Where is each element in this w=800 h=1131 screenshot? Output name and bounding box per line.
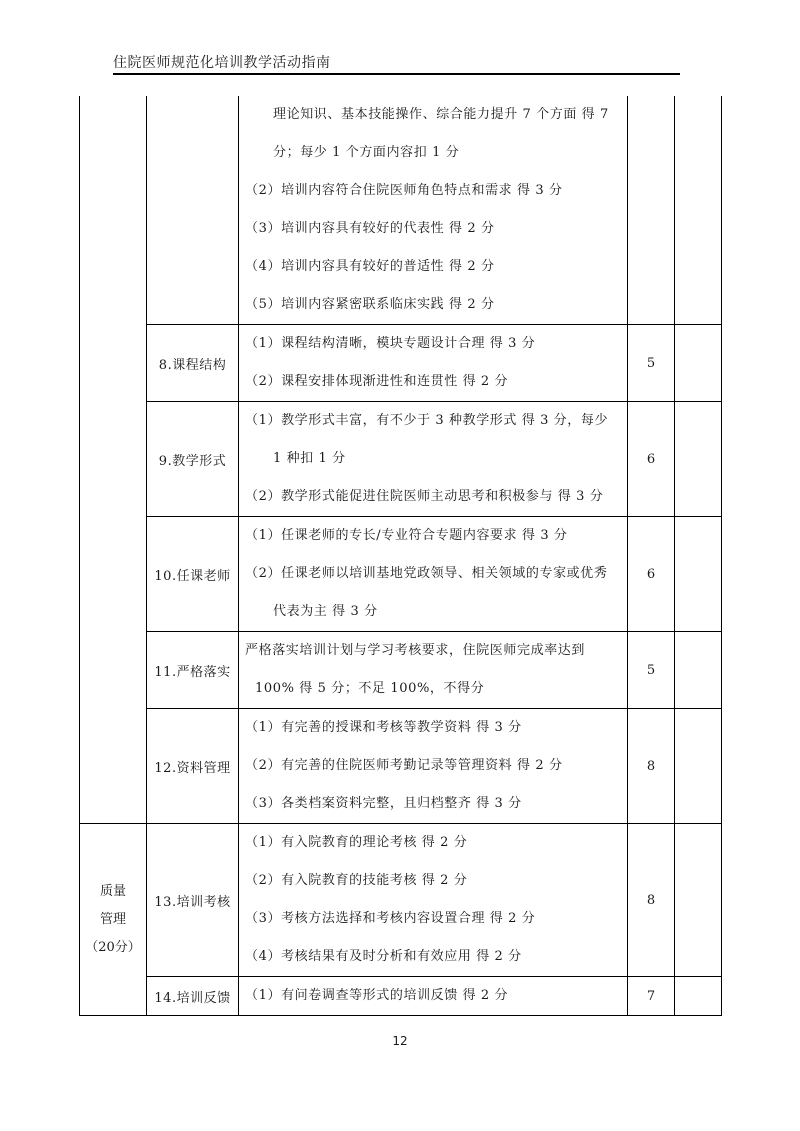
- criteria-line: （1）教学形式丰富，有不少于 3 种教学形式 得 3 分，每少: [245, 413, 609, 428]
- criteria-line: （2）教学形式能促进住院医师主动思考和积极参与 得 3 分: [245, 489, 604, 504]
- blank-cell: [675, 402, 722, 517]
- criteria-line: （1）有完善的授课和考核等教学资料 得 3 分: [245, 720, 522, 735]
- blank-cell: [675, 517, 722, 632]
- header-divider: [113, 73, 680, 75]
- criteria-cell: [239, 824, 628, 977]
- criteria-cell: [239, 325, 628, 402]
- page-number: 12: [392, 1034, 408, 1048]
- criteria-line: 100% 得 5 分；不足 100%，不得分: [255, 681, 485, 696]
- score-cell: 8: [628, 824, 675, 977]
- blank-cell: [675, 977, 722, 1016]
- criteria-line: 严格落实培训计划与学习考核要求，住院医师完成率达到: [245, 643, 586, 658]
- blank-cell: [675, 325, 722, 402]
- criteria-line: 代表为主 得 3 分: [273, 604, 378, 619]
- item-cell: 10.任课老师: [147, 517, 239, 632]
- table-row: [80, 402, 722, 517]
- category-label: 管理: [99, 911, 126, 927]
- item-cell: 13.培训考核: [147, 824, 239, 977]
- table-row: [80, 977, 722, 1016]
- criteria-line: 1 种扣 1 分: [273, 451, 346, 466]
- score-cell: [628, 96, 675, 325]
- score-cell: 8: [628, 709, 675, 824]
- document-header-title: 住院医师规范化培训教学活动指南: [113, 55, 331, 71]
- category-cell-quality: [80, 824, 147, 1016]
- blank-cell: [675, 632, 722, 709]
- criteria-cell: [239, 709, 628, 824]
- table-row: [80, 325, 722, 402]
- category-cell-empty: [80, 96, 147, 824]
- criteria-line: （3）各类档案资料完整，且归档整齐 得 3 分: [245, 796, 522, 811]
- criteria-line: （2）课程安排体现渐进性和连贯性 得 2 分: [245, 374, 509, 389]
- criteria-cell: [239, 632, 628, 709]
- criteria-line: （2）有完善的住院医师考勤记录等管理资料 得 2 分: [245, 758, 563, 773]
- item-cell: [147, 96, 239, 325]
- table-row: [80, 632, 722, 709]
- criteria-line: （3）考核方法选择和考核内容设置合理 得 2 分: [245, 911, 536, 926]
- score-cell: 6: [628, 402, 675, 517]
- score-cell: 6: [628, 517, 675, 632]
- criteria-line: （1）课程结构清晰，模块专题设计合理 得 3 分: [245, 336, 536, 351]
- blank-cell: [675, 96, 722, 325]
- category-label: 质量: [99, 883, 126, 899]
- score-cell: 7: [628, 977, 675, 1016]
- criteria-line: （2）培训内容符合住院医师角色特点和需求 得 3 分: [245, 183, 563, 198]
- criteria-line: 理论知识、基本技能操作、综合能力提升 7 个方面 得 7: [273, 107, 609, 122]
- table-row: [80, 709, 722, 824]
- score-cell: 5: [628, 325, 675, 402]
- evaluation-table: [79, 96, 722, 1016]
- table-row: [80, 824, 722, 977]
- criteria-line: （1）任课老师的专长/专业符合专题内容要求 得 3 分: [245, 528, 568, 543]
- blank-cell: [675, 824, 722, 977]
- blank-cell: [675, 709, 722, 824]
- criteria-line: （2）任课老师以培训基地党政领导、相关领域的专家或优秀: [245, 566, 608, 581]
- criteria-line: （3）培训内容具有较好的代表性 得 2 分: [245, 221, 495, 236]
- criteria-line: （1）有问卷调查等形式的培训反馈 得 2 分: [245, 988, 509, 1003]
- criteria-line: 分；每少 1 个方面内容扣 1 分: [273, 145, 460, 160]
- criteria-cell: [239, 517, 628, 632]
- criteria-line: （5）培训内容紧密联系临床实践 得 2 分: [245, 297, 495, 312]
- criteria-line: （4）培训内容具有较好的普适性 得 2 分: [245, 259, 495, 274]
- category-points: （20分）: [85, 939, 141, 955]
- criteria-cell: [239, 402, 628, 517]
- criteria-cell: [239, 96, 628, 325]
- score-cell: 5: [628, 632, 675, 709]
- criteria-line: （2）有入院教育的技能考核 得 2 分: [245, 873, 468, 888]
- criteria-cell: [239, 977, 628, 1016]
- item-cell: 11.严格落实: [147, 632, 239, 709]
- item-cell: 14.培训反馈: [147, 977, 239, 1016]
- item-cell: 12.资料管理: [147, 709, 239, 824]
- criteria-line: （4）考核结果有及时分析和有效应用 得 2 分: [245, 949, 522, 964]
- table-row: [80, 517, 722, 632]
- table-row: [80, 96, 722, 325]
- item-cell: 8.课程结构: [147, 325, 239, 402]
- criteria-line: （1）有入院教育的理论考核 得 2 分: [245, 835, 468, 850]
- item-cell: 9.教学形式: [147, 402, 239, 517]
